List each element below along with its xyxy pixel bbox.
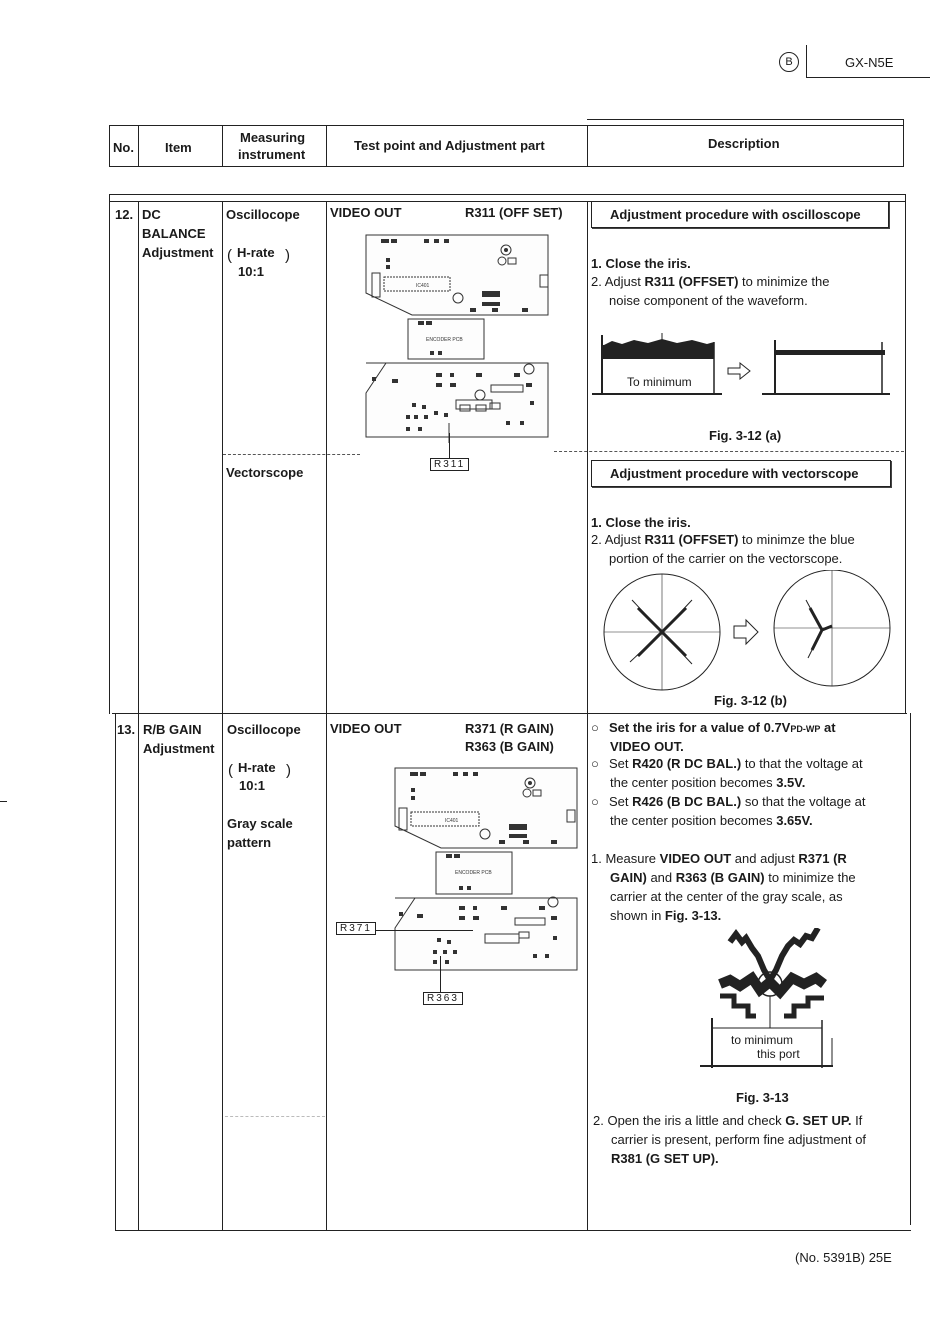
row12-fig-b: Fig. 3-12 (b) bbox=[714, 693, 787, 708]
row13-pcb-encoder-label: ENCODER PCB bbox=[455, 870, 492, 876]
col-instrument-1: Measuring bbox=[240, 130, 306, 145]
row13-to-minimum: to minimum bbox=[731, 1033, 794, 1047]
row13-gray-2: pattern bbox=[227, 835, 272, 850]
row13-this-port: this port bbox=[757, 1047, 800, 1061]
row13-step-1-cont-c: shown in Fig. 3-13. bbox=[610, 908, 722, 923]
row12-paren-left: ( bbox=[227, 247, 232, 264]
row13-gray-1: Gray scale bbox=[227, 816, 293, 831]
row12-adjust-part: R311 (OFF SET) bbox=[465, 205, 563, 220]
header-underline bbox=[806, 77, 930, 78]
row13-bullet-3-cont: the center position becomes 3.65V. bbox=[610, 813, 813, 828]
col-description: Description bbox=[708, 136, 780, 151]
section-badge: B bbox=[779, 52, 799, 72]
row13-bullet-3: ○ Set R426 (B DC BAL.) so that the voltage at bbox=[591, 794, 866, 809]
row12-osc-step2-cont: noise component of the waveform. bbox=[609, 293, 808, 308]
header-divider bbox=[806, 45, 807, 77]
row13-adjust-r363: R363 (B GAIN) bbox=[465, 739, 554, 754]
row12-vec-step2-cont: portion of the carrier on the vectorscope. bbox=[609, 551, 843, 566]
row12-osc-procedure-label: Adjustment procedure with oscilloscope bbox=[591, 201, 889, 228]
row12-number: 12. bbox=[115, 207, 134, 222]
row12-ref-r311: R311 bbox=[430, 458, 469, 471]
row13-fig: Fig. 3-13 bbox=[736, 1090, 789, 1105]
row13-adjust-r371: R371 (R GAIN) bbox=[465, 721, 554, 736]
row12-instrument-2: Vectorscope bbox=[226, 465, 304, 480]
row12-osc-to-minimum: To minimum bbox=[627, 375, 692, 389]
row13-ref-r363: R363 bbox=[423, 992, 463, 1005]
row13-test-point: VIDEO OUT bbox=[330, 721, 402, 736]
col-instrument-2: instrument bbox=[238, 147, 306, 162]
row13-bullet-1: ○ Set the iris for a value of 0.7VPD-WP at bbox=[591, 720, 836, 735]
col-item: Item bbox=[165, 140, 192, 155]
row13-bullet-1-cont: VIDEO OUT. bbox=[610, 739, 684, 754]
row12-paren-right: ) bbox=[285, 247, 290, 264]
row12-vec-step2: 2. Adjust R311 (OFFSET) to minimze the blue bbox=[591, 532, 855, 547]
row12-instrument: Oscillocope bbox=[226, 207, 300, 222]
row13-step-1-cont-a: GAIN) and R363 (B GAIN) to minimize the bbox=[610, 870, 856, 885]
row13-step-2: 2. Open the iris a little and check G. SET UP. If bbox=[593, 1113, 863, 1128]
row12-divider-left bbox=[223, 454, 360, 455]
row13-bullet-2: ○ Set R420 (R DC BAL.) to that the voltage at bbox=[591, 756, 863, 771]
row12-vec-procedure-label: Adjustment procedure with vectorscope bbox=[591, 460, 891, 487]
row12-osc-step1: 1. Close the iris. bbox=[591, 256, 691, 271]
row13-pcb-ic-label: IC401 bbox=[445, 818, 459, 824]
row13-number: 13. bbox=[117, 722, 136, 737]
row12-osc-step2: 2. Adjust R311 (OFFSET) to minimize the bbox=[591, 274, 830, 289]
row12-item-3: Adjustment bbox=[142, 245, 214, 260]
page-number: (No. 5391B) 25E bbox=[795, 1250, 892, 1265]
row13-paren-left: ( bbox=[228, 762, 233, 779]
row13-step-2-cont-b: R381 (G SET UP). bbox=[611, 1151, 719, 1166]
row12-vec-step1: 1. Close the iris. bbox=[591, 515, 691, 530]
row13-faint-rule bbox=[225, 1116, 325, 1117]
row12-pcb-ic-label: IC401 bbox=[416, 283, 430, 289]
row13-item-1: R/B GAIN bbox=[143, 722, 202, 737]
row12-vectorscope-figure bbox=[600, 570, 900, 695]
row12-item-2: BALANCE bbox=[142, 226, 206, 241]
row13-step-1-cont-b: carrier at the center of the gray scale, as bbox=[610, 889, 843, 904]
row13-step-2-cont-a: carrier is present, perform fine adjustment of bbox=[611, 1132, 867, 1147]
row13-bullet-2-cont: the center position becomes 3.5V. bbox=[610, 775, 806, 790]
row13-instrument: Oscillocope bbox=[227, 722, 301, 737]
model-name: GX-N5E bbox=[845, 55, 894, 70]
row13-step-1: 1. Measure VIDEO OUT and adjust R371 (R bbox=[591, 851, 847, 866]
row12-osc-waveform bbox=[592, 330, 892, 400]
row13-ref-r371: R371 bbox=[336, 922, 376, 935]
row12-pcb-encoder-label: ENCODER PCB bbox=[426, 337, 463, 343]
row12-hrate: H-rate bbox=[237, 245, 275, 260]
row12-item-1: DC bbox=[142, 207, 161, 222]
row13-item-2: Adjustment bbox=[143, 741, 215, 756]
margin-mark bbox=[0, 801, 7, 802]
row12-fig-a: Fig. 3-12 (a) bbox=[709, 428, 782, 443]
row12-test-point: VIDEO OUT bbox=[330, 205, 402, 220]
col-no: No. bbox=[113, 140, 134, 155]
row13-ratio: 10:1 bbox=[239, 778, 266, 793]
row13-hrate: H-rate bbox=[238, 760, 276, 775]
col-test-point: Test point and Adjustment part bbox=[354, 138, 545, 153]
row12-divider-right bbox=[554, 451, 904, 452]
row12-ratio: 10:1 bbox=[238, 264, 265, 279]
row13-paren-right: ) bbox=[286, 762, 291, 779]
